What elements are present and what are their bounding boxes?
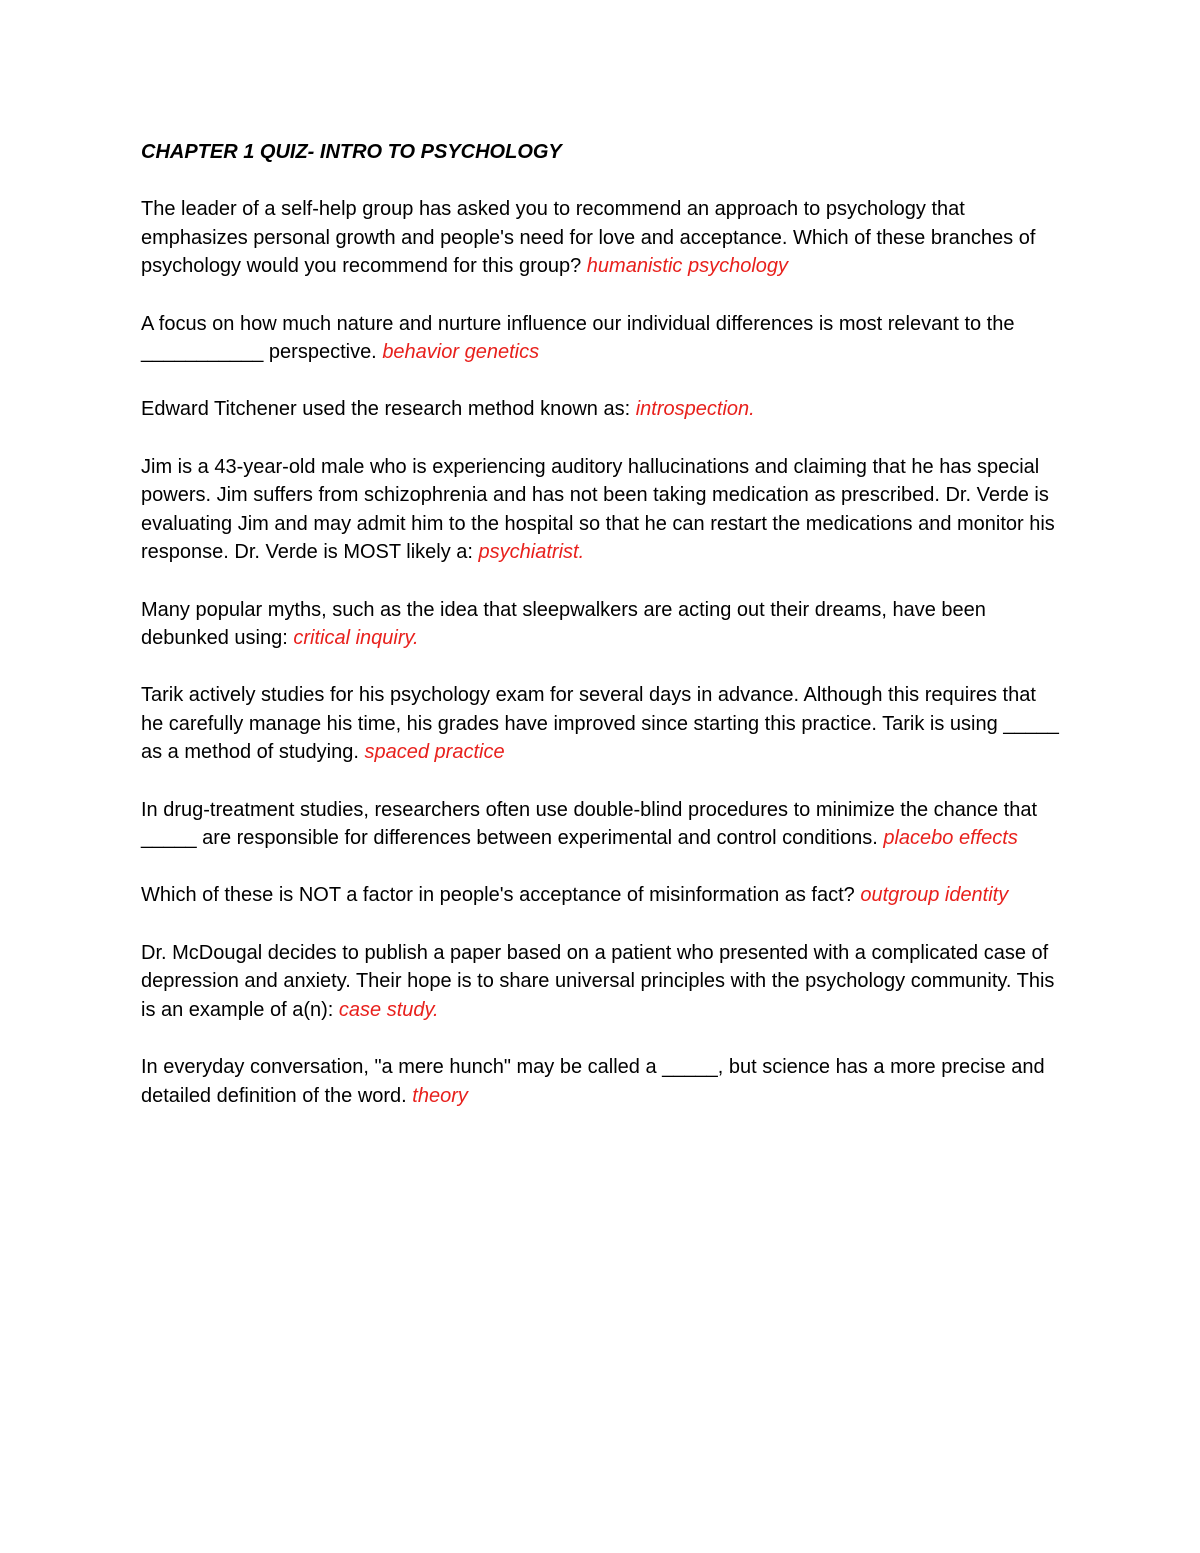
question-text: In everyday conversation, "a mere hunch" may be called a _____, but science has a more precise and detailed definition of the word.	[141, 1056, 1045, 1107]
question-text: Which of these is NOT a factor in people's acceptance of misinformation as fact?	[141, 884, 855, 907]
answer-text: case study.	[338, 998, 439, 1021]
answer-text: introspection.	[635, 398, 755, 421]
question-text: Edward Titchener used the research method known as:	[141, 398, 631, 421]
quiz-item	[141, 681, 1061, 767]
question-text: Jim is a 43-year-old male who is experiencing auditory hallucinations and claiming that he has special powers. Jim suffers from schizophrenia and has not been taking medication as prescribed. Dr. Verde is evaluating Jim and may admit him to the hospital so that he can restart the medications and monitor his response. Dr. Verde is MOST likely a:	[141, 455, 1055, 564]
quiz-item	[141, 939, 1061, 1025]
question-text: In drug-treatment studies, researchers often use double-blind procedures to minimize the chance that _____ are responsible for differences between experimental and control conditions.	[141, 798, 1038, 850]
answer-text: critical inquiry.	[293, 627, 419, 650]
quiz-item	[141, 881, 1061, 910]
answer-text: humanistic psychology	[586, 255, 789, 278]
quiz-item	[141, 195, 1061, 281]
answer-text: behavior genetics	[382, 341, 540, 364]
answer-text: psychiatrist.	[478, 541, 585, 564]
quiz-item	[141, 596, 1061, 653]
page-title: CHAPTER 1 QUIZ- INTRO TO PSYCHOLOGY	[141, 141, 562, 163]
question-text: Many popular myths, such as the idea that sleepwalkers are acting out their dreams, have been debunked using:	[141, 598, 986, 650]
answer-text: placebo effects	[883, 827, 1018, 850]
quiz-item	[141, 395, 1061, 424]
quiz-item	[141, 310, 1061, 367]
question-text: The leader of a self-help group has asked you to recommend an approach to psychology that emphasizes personal growth and people's need for love and acceptance. Which of these branches of psychology would you recommend for this group?	[141, 198, 1036, 278]
quiz-item	[141, 1053, 1061, 1110]
answer-text: spaced practice	[364, 741, 505, 764]
document-page	[141, 138, 1061, 1139]
answer-text: theory	[412, 1084, 468, 1107]
answer-text: outgroup identity	[860, 884, 1009, 907]
quiz-item	[141, 796, 1061, 853]
question-text: Tarik actively studies for his psychology exam for several days in advance. Although this requires that he carefully manage his time, his grades have improved since starting this practice. Tarik is using _____ as a method of studying.	[141, 684, 1059, 764]
quiz-item	[141, 453, 1061, 567]
question-text: Dr. McDougal decides to publish a paper based on a patient who presented with a complicated case of depression and anxiety. Their hope is to share universal principles with the psychology community. This is an example of a(n):	[141, 941, 1055, 1021]
question-text: A focus on how much nature and nurture influence our individual differences is most relevant to the ___________ perspective.	[141, 312, 1015, 364]
